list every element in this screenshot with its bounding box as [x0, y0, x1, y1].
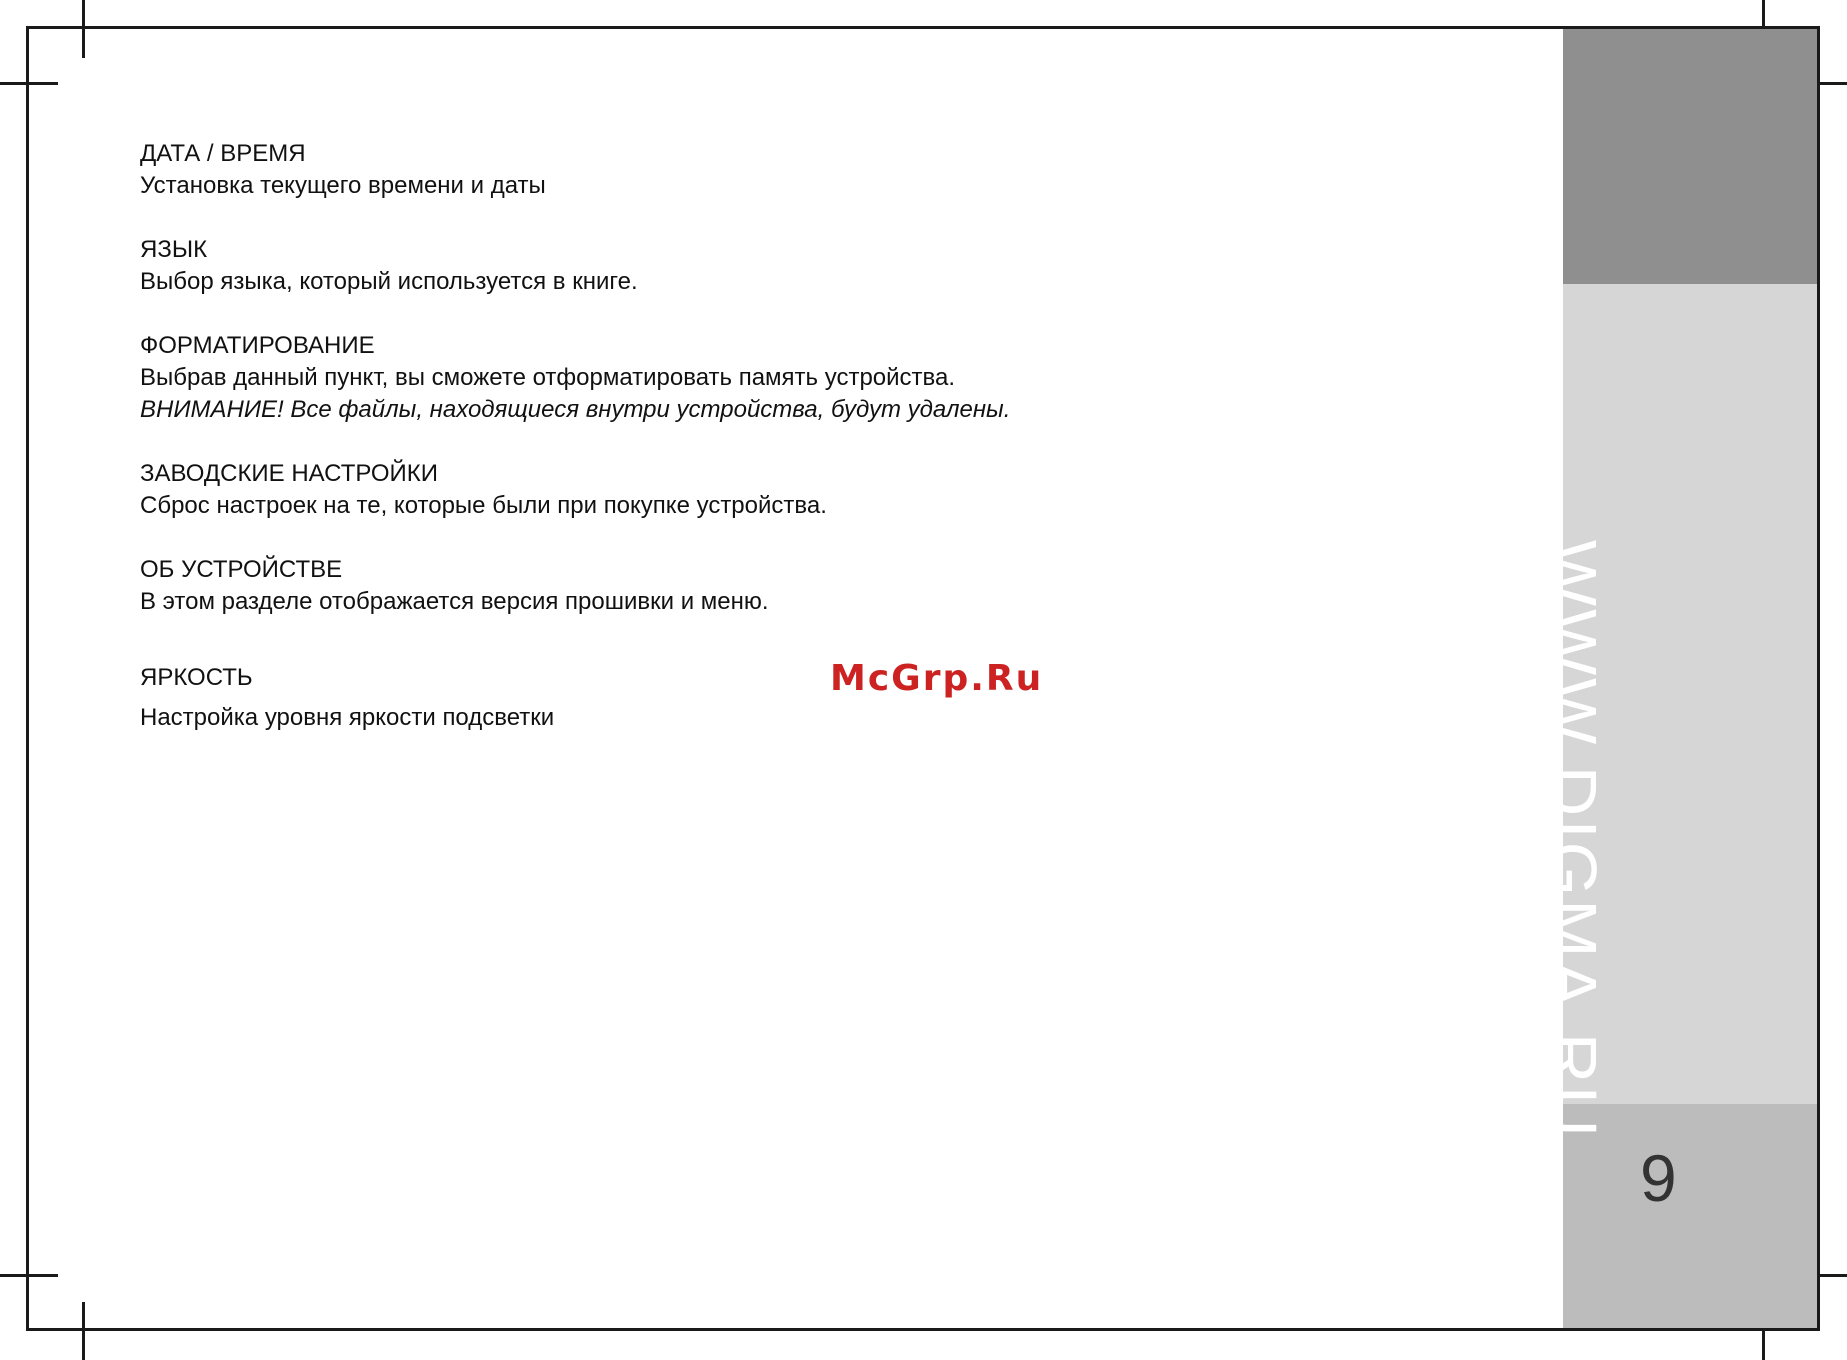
section-title: ФОРМАТИРОВАНИЕ	[140, 332, 375, 359]
crop-mark	[0, 82, 58, 85]
section-title: ЗАВОДСКИЕ НАСТРОЙКИ	[140, 460, 438, 487]
section-warning: ВНИМАНИЕ! Все файлы, находящиеся внутри устройства, будут удалены.	[140, 396, 1011, 423]
section-about-device	[140, 554, 1440, 618]
section-brightness	[140, 662, 1440, 734]
section-title: ЯЗЫК	[140, 236, 208, 263]
crop-mark	[0, 1274, 58, 1277]
section-factory-settings	[140, 458, 1440, 522]
section-title: ЯРКОСТЬ	[140, 664, 253, 691]
section-format	[140, 330, 1440, 426]
section-title: ОБ УСТРОЙСТВЕ	[140, 556, 343, 583]
crop-mark	[82, 1302, 85, 1360]
page-number: 9	[1640, 1141, 1677, 1215]
content	[140, 138, 1440, 766]
watermark: McGrp.Ru	[830, 658, 1044, 699]
section-text: Выбрав данный пункт, вы сможете отформатировать память устройства.	[140, 364, 956, 391]
section-text: В этом разделе отображается версия прошивки и меню.	[140, 588, 769, 615]
section-title: ДАТА / ВРЕМЯ	[140, 140, 306, 167]
section-text: Настройка уровня яркости подсветки	[140, 704, 555, 731]
section-text: Сброс настроек на те, которые были при покупке устройства.	[140, 492, 827, 519]
site-url: WWW.DIGMA.RU	[1533, 540, 1611, 1140]
crop-mark	[82, 0, 85, 58]
section-language	[140, 234, 1440, 298]
section-text: Выбор языка, который используется в книге.	[140, 268, 638, 295]
section-text: Установка текущего времени и даты	[140, 172, 546, 199]
section-date-time	[140, 138, 1440, 202]
sidebar-band-top	[1563, 29, 1817, 284]
